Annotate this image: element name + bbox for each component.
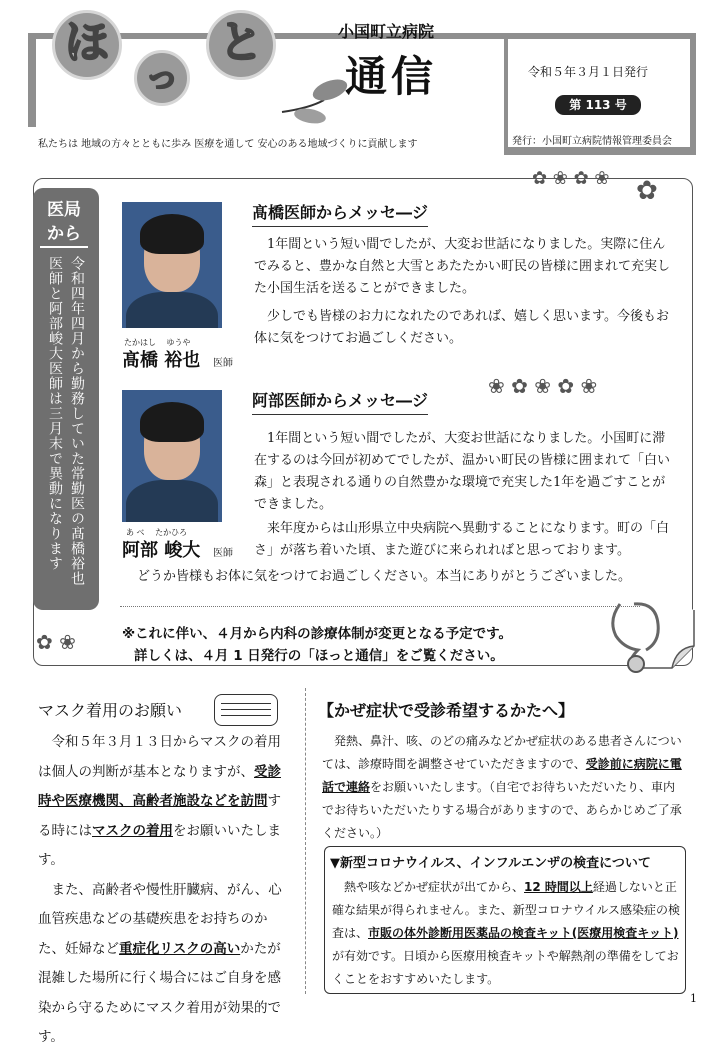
doctor1-para2: 少しでも皆様のお力になれたのであれば、嬉しく思います。今後もお体に気をつけてお過ごしください。 <box>254 309 669 346</box>
flower-icon: ✿ ❀ ✿ ❀ <box>532 168 610 189</box>
box-emphasis1: 12 時間以上 <box>524 880 593 894</box>
doctor1-ruby: たかはし ゆうや <box>124 338 191 347</box>
mask-p1-text-c: をお願いいたします。 <box>38 822 281 868</box>
sidebar-text: 令和四年四月から勤務していた常勤医の髙橋裕也医師と阿部峻大医師は三月末で異動になります <box>47 256 85 586</box>
notice <box>122 623 512 667</box>
cold-text-a: 発熱、鼻汁、咳、のどの痛みなどかぜ症状のある患者さんについては、診療時間を調整させていただきますので、 <box>322 734 682 771</box>
column-divider <box>305 688 306 994</box>
doctor2-ruby: あ べ たかひろ <box>126 528 188 537</box>
box-emphasis2: 市販の体外診断用医薬品の検査キット(医療用検査キット) <box>368 926 679 940</box>
mask-p1-text-b: する時には <box>38 793 281 839</box>
mask-paragraph2 <box>38 876 288 1053</box>
doctor2-message-title: 阿部医師からメッセ―ジ <box>252 388 428 415</box>
newsletter-name: 通信 <box>345 52 438 101</box>
doctor1-photo <box>122 202 222 328</box>
sidebar-divider <box>40 246 88 248</box>
doctor2-photo <box>122 390 222 522</box>
cold-text-b: をお願いいたします。（自宅でお待ちいただいたり、車内でお待ちいただいたりする場合がありますので、あらかじめご了承ください。） <box>322 780 682 840</box>
issue-number-badge: 第 113 号 <box>555 95 641 115</box>
mask-p2-emphasis: 重症化リスクの高い <box>119 940 241 957</box>
mask-p1-text-a: 令和５年３月１３日からマスクの着用は個人の判断が基本となりますが、 <box>38 734 281 780</box>
mask-p1-emphasis2: マスクの着用 <box>92 822 173 839</box>
mask-section-body <box>38 728 288 1053</box>
box-text-a: 熱や咳などかぜ症状が出てから、 <box>344 880 525 894</box>
tagline: 私たちは 地域の方々とともに歩み 医療を通して 安心のある地域づくりに貢献します <box>38 139 418 150</box>
cold-section-body <box>322 730 686 845</box>
mask-section-title: マスク着用のお願い <box>38 701 183 720</box>
header-issue-area <box>508 39 690 147</box>
test-info-title: ▼新型コロナウイルス、インフルエンザの検査について <box>330 856 651 871</box>
sidebar-title-line1: 医局 <box>47 200 81 220</box>
mask-p2-text-b: かたが混雑した場所に行く場合にはご自身を感染から守るためにマスク着用が効果的です。 <box>38 940 281 1045</box>
mask-icon <box>214 694 278 726</box>
doctor2-name: 阿部 峻大 <box>122 540 201 561</box>
cold-emphasis: 受診前に病院に電話で連絡 <box>322 757 682 794</box>
logo-char-ho: ほ <box>52 10 122 80</box>
logo-char-tsu: っ <box>134 50 190 106</box>
mask-paragraph1 <box>38 728 288 876</box>
sidebar-title <box>36 198 92 246</box>
flower-icon: ❀ ✿ ❀ ✿ ❀ <box>488 374 598 398</box>
test-info-body <box>332 876 680 991</box>
mask-p2-text-a: また、高齢者や慢性肝臓病、がん、心血管疾患などの基礎疾患をお持ちのかた、妊婦など <box>38 881 282 957</box>
doctor1-para1: 1年間という短い間でしたが、大変お世話になりました。実際に住んでみると、豊かな自然と大雪とあたたかい町民の皆様に囲まれて充実した小国生活を送ることができました。 <box>254 237 671 296</box>
notice-line1: ※これに伴い、４月から内科の診療体制が変更となる予定です。 <box>122 626 513 642</box>
doctor1-name: 髙橋 裕也 <box>122 350 201 371</box>
hospital-name: 小国町立病院 <box>338 22 435 41</box>
logo-char-to: と <box>206 10 276 80</box>
notice-line2: 詳しくは、４月 1 日発行の「ほっと通信」をご覧ください。 <box>134 648 504 664</box>
doctor2-suffix: 医師 <box>213 548 233 559</box>
doctor1-message-title: 髙橋医師からメッセ―ジ <box>252 200 428 227</box>
issue-date: 令和５年３月１日発行 <box>528 65 649 79</box>
doctor2-para2: 来年度からは山形県立中央病院へ異動することになります。町の「白さ」が落ち着いた頃、また遊びに来られればと思っております。 <box>254 521 669 558</box>
stethoscope-icon <box>606 600 670 674</box>
box-text-c: が有効です。日頃から医療用検査キットや解熱剤の準備をしておくことをおすすめいたします。 <box>332 949 679 986</box>
divider-dotted <box>120 606 640 607</box>
mask-p1-emphasis1: 受診時や医療機関、高齢者施設などを訪問 <box>38 763 281 809</box>
box-text-b: 経過しないと正確な結果が得られません。また、新型コロナウイルス感染症の検査は、 <box>332 880 681 940</box>
flower-icon: ✿ ❀ <box>36 630 76 654</box>
doctor1-suffix: 医師 <box>213 358 233 369</box>
doctor2-para3: どうか皆様もお体に気をつけてお過ごしください。本当にありがとうございました。 <box>137 569 632 584</box>
sidebar-title-line2: から <box>47 224 81 244</box>
cold-section-title: 【かぜ症状で受診希望するかたへ】 <box>318 701 575 720</box>
doctor2-para1: 1年間という短い間でしたが、大変お世話になりました。小国町に滞在するのは今回が初めてでしたが、温かい町民の皆様に囲まれて「白い森」と表現される通りの自然豊かな環境で充実した1年を過ごすことができました。 <box>254 431 671 512</box>
publisher: 発行：小国町立病院情報管理委員会 <box>512 136 672 147</box>
flower-icon: ✿ <box>636 176 658 206</box>
page-number: 1 <box>690 992 697 1005</box>
